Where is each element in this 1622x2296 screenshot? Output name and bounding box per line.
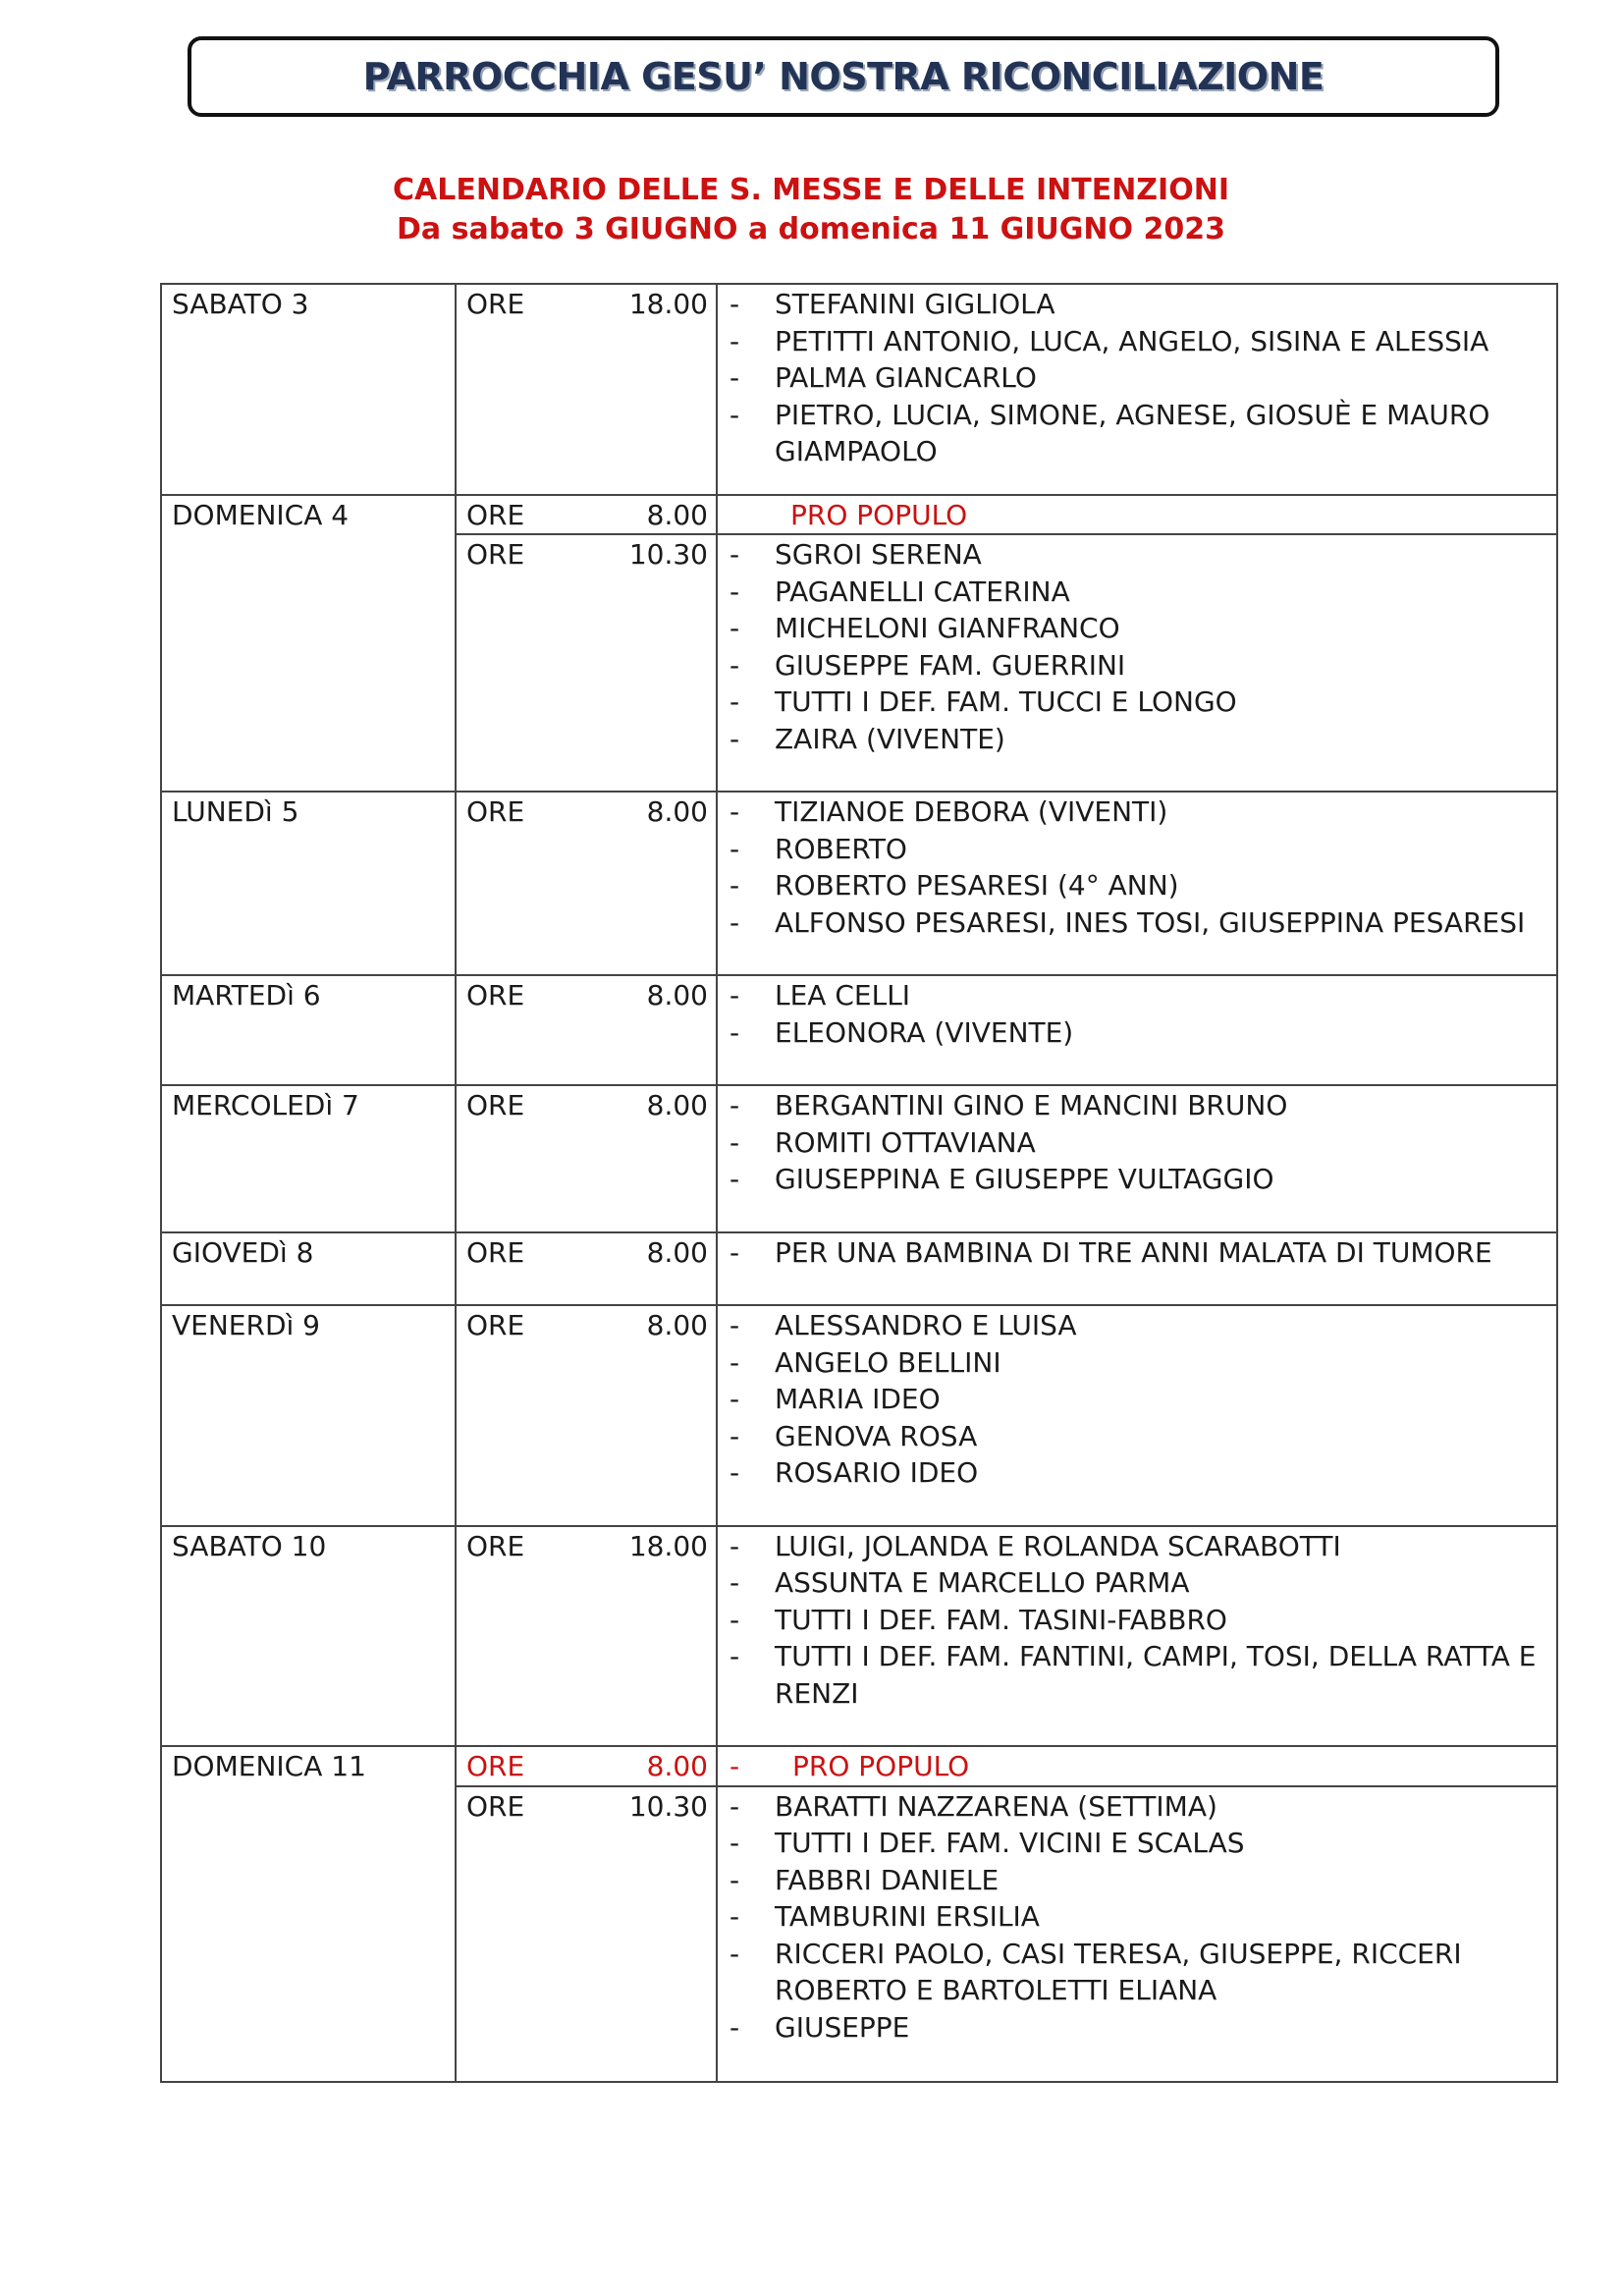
intention-text: TUTTI I DEF. FAM. FANTINI, CAMPI, TOSI, DELLA RATTA E RENZI (775, 1640, 1537, 1710)
intention-text: MICHELONI GIANFRANCO (775, 612, 1120, 644)
mass-time-cell (457, 976, 718, 1084)
intention-item (728, 1234, 1546, 1272)
ore-label: ORE (466, 979, 525, 1011)
intention-text: BERGANTINI GINO E MANCINI BRUNO (775, 1089, 1288, 1121)
mass-entry (457, 793, 1558, 974)
intention-item (728, 721, 1546, 758)
mass-time: 10.30 (628, 538, 708, 571)
bullet-dash: - (730, 1529, 740, 1562)
intention-text: ELEONORA (VIVENTE) (775, 1015, 1074, 1049)
pro-populo-text: PRO POPULO (792, 1750, 970, 1782)
bullet-dash: - (730, 722, 740, 755)
intention-text: STEFANINI GIGLIOLA (775, 288, 1055, 320)
day-row (162, 1086, 1558, 1233)
intention-text: TUTTI I DEF. FAM. VICINI E SCALAS (775, 1827, 1245, 1859)
mass-time: 10.30 (628, 1789, 708, 1823)
mass-entry (457, 1747, 1558, 1785)
day-label: DOMENICA 11 (162, 1747, 457, 2081)
ore-label: ORE (466, 1750, 525, 1782)
intention-item (728, 867, 1546, 904)
intention-text: GIUSEPPINA E GIUSEPPE VULTAGGIO (775, 1163, 1274, 1195)
day-masses (457, 1527, 1558, 1746)
intention-item (728, 1898, 1546, 1936)
ore-label: ORE (466, 498, 525, 531)
intention-item (728, 1788, 1546, 1826)
intentions-cell (718, 496, 1558, 534)
mass-time-cell (457, 1747, 718, 1785)
intention-text: ALFONSO PESARESI, INES TOSI, GIUSEPPINA PESARESI (775, 905, 1526, 939)
intention-item (728, 1528, 1546, 1565)
intention-text: SGROI SERENA (775, 538, 982, 571)
mass-time-cell (457, 1086, 718, 1231)
mass-time: 18.00 (628, 288, 708, 320)
bullet-dash: - (730, 1089, 740, 1121)
mass-time: 8.00 (646, 1089, 708, 1121)
bullet-dash: - (730, 1235, 740, 1269)
intention-text: ZAIRA (VIVENTE) (775, 722, 1005, 755)
bullet-dash: - (730, 1566, 740, 1599)
bullet-dash: - (730, 1900, 740, 1933)
bullet-dash: - (730, 574, 740, 608)
intention-text: PIETRO, LUCIA, SIMONE, AGNESE, GIOSUÈ E MAURO GIAMPAOLO (775, 398, 1490, 467)
day-row (162, 1747, 1558, 2083)
intentions-cell (718, 1233, 1558, 1305)
intention-text: FABBRI DANIELE (775, 1863, 1000, 1896)
intention-text: ROBERTO PESARESI (4° ANN) (775, 869, 1179, 902)
day-label: SABATO 10 (162, 1527, 457, 1746)
day-masses (457, 496, 1558, 792)
intention-item (728, 359, 1546, 397)
ore-label: ORE (466, 288, 525, 320)
intention-item (728, 397, 1546, 470)
intentions-cell (718, 535, 1558, 791)
intention-item (728, 1825, 1546, 1862)
mass-entry (457, 1785, 1558, 2082)
mass-entry (457, 533, 1558, 791)
intention-text: RICCERI PAOLO, CASI TERESA, GIUSEPPE, RICCERI ROBERTO E BARTOLETTI ELIANA (775, 1937, 1462, 2006)
intention-item (728, 1381, 1546, 1418)
mass-calendar-table (160, 283, 1558, 2083)
pro-populo-text: PRO POPULO (790, 498, 968, 531)
day-masses (457, 1233, 1558, 1305)
mass-entry (457, 976, 1558, 1084)
day-label: SABATO 3 (162, 285, 457, 494)
intention-item (728, 1602, 1546, 1639)
mass-entry (457, 1233, 1558, 1305)
intention-text: ROMITI OTTAVIANA (775, 1125, 1036, 1159)
day-masses (457, 1086, 1558, 1231)
bullet-dash: - (730, 1345, 740, 1379)
mass-entry (457, 285, 1558, 494)
ore-label: ORE (466, 1235, 525, 1269)
intention-item (728, 904, 1546, 942)
day-label: GIOVEDì 8 (162, 1233, 457, 1305)
day-row (162, 285, 1558, 496)
intention-item (728, 610, 1546, 647)
intentions-cell (718, 1306, 1558, 1525)
intention-text: LUIGI, JOLANDA E ROLANDA SCARABOTTI (775, 1529, 1341, 1562)
intention-text: ASSUNTA E MARCELLO PARMA (775, 1566, 1190, 1599)
ore-label: ORE (466, 1529, 525, 1562)
intention-text: MARIA IDEO (775, 1383, 941, 1415)
calendar-period: Da sabato 3 GIUGNO a domenica 11 GIUGNO 2023 (397, 212, 1225, 246)
mass-time: 8.00 (646, 1235, 708, 1269)
bullet-dash: - (730, 612, 740, 644)
day-label: LUNEDì 5 (162, 793, 457, 974)
bullet-dash: - (730, 648, 740, 682)
intention-item (728, 2009, 1546, 2047)
intention-text: PER UNA BAMBINA DI TRE ANNI MALATA DI TUMORE (775, 1235, 1492, 1269)
day-label: MERCOLEDì 7 (162, 1086, 457, 1231)
mass-time: 8.00 (646, 498, 708, 531)
intention-text: GIUSEPPE (775, 2010, 910, 2044)
mass-entry (457, 1306, 1558, 1525)
bullet-dash: - (730, 795, 740, 828)
bullet-dash: - (730, 979, 740, 1011)
mass-time-cell (457, 1233, 718, 1305)
ore-label: ORE (466, 795, 525, 828)
mass-time-cell (457, 1787, 718, 2082)
intention-item (728, 793, 1546, 831)
intention-text: GENOVA ROSA (775, 1419, 978, 1452)
day-row (162, 1306, 1558, 1527)
ore-label: ORE (466, 1789, 525, 1823)
bullet-dash: - (730, 905, 740, 939)
day-label: MARTEDì 6 (162, 976, 457, 1084)
bullet-dash: - (730, 1015, 740, 1049)
bullet-dash: - (730, 361, 740, 394)
bullet-dash: - (730, 832, 740, 865)
bullet-dash: - (730, 2010, 740, 2044)
intention-text: ROSARIO IDEO (775, 1456, 979, 1489)
intention-item (728, 1014, 1546, 1052)
bullet-dash: - (730, 685, 740, 718)
bullet-dash: - (730, 1750, 740, 1782)
intention-item (728, 1344, 1546, 1382)
bullet-dash: - (730, 1163, 740, 1195)
bullet-dash: - (730, 398, 740, 431)
parish-title: PARROCCHIA GESU’ NOSTRA RICONCILIAZIONE (362, 55, 1325, 98)
day-masses (457, 285, 1558, 494)
bullet-dash: - (730, 1827, 740, 1859)
bullet-dash: - (730, 1863, 740, 1896)
intention-item (728, 1638, 1546, 1712)
bullet-dash: - (730, 324, 740, 357)
day-masses (457, 1306, 1558, 1525)
mass-time: 8.00 (646, 1750, 708, 1782)
day-masses (457, 1747, 1558, 2081)
intention-item (728, 286, 1546, 323)
mass-time-cell (457, 793, 718, 974)
intention-item (728, 1124, 1546, 1162)
intention-item (728, 1161, 1546, 1198)
intention-text: GIUSEPPE FAM. GUERRINI (775, 648, 1126, 682)
pro-populo-line (728, 1748, 1546, 1785)
intention-item (728, 323, 1546, 360)
intention-text: LEA CELLI (775, 979, 911, 1011)
bullet-dash: - (730, 1125, 740, 1159)
intention-item (728, 536, 1546, 574)
intention-text: TUTTI I DEF. FAM. TASINI-FABBRO (775, 1603, 1227, 1636)
bullet-dash: - (730, 288, 740, 320)
intention-text: ROBERTO (775, 832, 907, 865)
intention-item (728, 647, 1546, 684)
mass-entry (457, 496, 1558, 534)
mass-time-cell (457, 496, 718, 534)
pro-populo-line (728, 497, 1546, 534)
bullet-dash: - (730, 1603, 740, 1636)
intention-item (728, 1307, 1546, 1344)
mass-time-cell (457, 535, 718, 791)
mass-time: 8.00 (646, 979, 708, 1011)
day-row (162, 976, 1558, 1086)
day-masses (457, 793, 1558, 974)
day-row (162, 496, 1558, 793)
ore-label: ORE (466, 538, 525, 571)
mass-time: 18.00 (628, 1529, 708, 1562)
bullet-dash: - (730, 869, 740, 902)
mass-entry (457, 1527, 1558, 1746)
intentions-cell (718, 285, 1558, 494)
intention-text: TIZIANOE DEBORA (VIVENTI) (775, 795, 1168, 828)
intention-item (728, 1418, 1546, 1455)
day-row (162, 793, 1558, 976)
intentions-cell (718, 1527, 1558, 1746)
ore-label: ORE (466, 1089, 525, 1121)
mass-time-cell (457, 1527, 718, 1746)
intention-text: ALESSANDRO E LUISA (775, 1309, 1077, 1341)
intentions-cell (718, 976, 1558, 1084)
intention-text: PALMA GIANCARLO (775, 361, 1037, 394)
intention-text: PAGANELLI CATERINA (775, 574, 1070, 608)
intention-text: ANGELO BELLINI (775, 1345, 1001, 1379)
intentions-cell (718, 793, 1558, 974)
bullet-dash: - (730, 1789, 740, 1823)
intention-item (728, 1454, 1546, 1492)
bullet-dash: - (730, 1309, 740, 1341)
bullet-dash: - (730, 1937, 740, 1970)
bullet-dash: - (730, 1456, 740, 1489)
bullet-dash: - (730, 1640, 740, 1672)
mass-time: 8.00 (646, 795, 708, 828)
intention-item (728, 831, 1546, 868)
calendar-title: CALENDARIO DELLE S. MESSE E DELLE INTENZIONI (393, 173, 1229, 207)
bullet-dash: - (730, 1419, 740, 1452)
ore-label: ORE (466, 1309, 525, 1341)
day-row (162, 1527, 1558, 1748)
mass-entry (457, 1086, 1558, 1231)
mass-time-cell (457, 1306, 718, 1525)
intention-item (728, 1862, 1546, 1899)
day-label: VENERDì 9 (162, 1306, 457, 1525)
intention-text: TUTTI I DEF. FAM. TUCCI E LONGO (775, 685, 1237, 718)
parish-title-box (188, 36, 1499, 117)
intention-text: BARATTI NAZZARENA (SETTIMA) (775, 1789, 1217, 1823)
day-label: DOMENICA 4 (162, 496, 457, 792)
intention-text: PETITTI ANTONIO, LUCA, ANGELO, SISINA E ALESSIA (775, 324, 1489, 357)
intention-item (728, 1087, 1546, 1124)
day-masses (457, 976, 1558, 1084)
intention-text: TAMBURINI ERSILIA (775, 1900, 1040, 1933)
bullet-dash: - (730, 538, 740, 571)
mass-time-cell (457, 285, 718, 494)
bullet-dash: - (730, 1383, 740, 1415)
mass-time: 8.00 (646, 1309, 708, 1341)
intention-item (728, 1936, 1546, 2009)
intentions-cell (718, 1747, 1558, 1785)
intention-item (728, 683, 1546, 721)
intention-item (728, 1564, 1546, 1602)
intentions-cell (718, 1086, 1558, 1231)
day-row (162, 1233, 1558, 1307)
intention-item (728, 977, 1546, 1014)
intention-item (728, 574, 1546, 611)
intentions-cell (718, 1787, 1558, 2082)
